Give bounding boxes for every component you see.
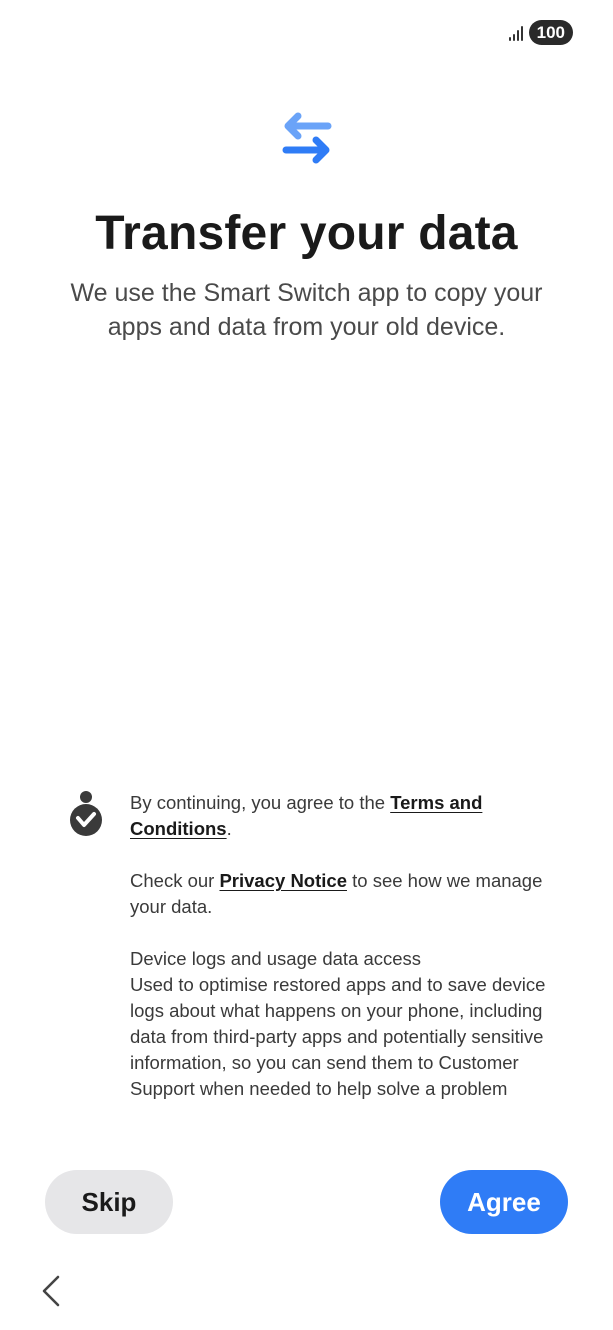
legal-text [130, 790, 570, 1128]
battery-indicator: 100 [529, 20, 573, 45]
privacy-suffix: to see how we manage your data. [130, 870, 543, 917]
logs-title: Device logs and usage data access [130, 948, 422, 969]
signal-bars-icon [509, 25, 523, 41]
agree-button[interactable]: Agree [440, 1170, 568, 1234]
logs-description: Used to optimise restored apps and to save device logs about what happens on your phone, including data from third-party apps and potentially sensitive information, so you can send them to Customer Support when needed to help solve a problem [130, 974, 546, 1099]
privacy-paragraph [130, 868, 570, 920]
logs-paragraph [130, 946, 570, 1102]
privacy-person-icon [68, 790, 104, 836]
chevron-left-icon[interactable] [38, 1274, 66, 1308]
status-bar [509, 20, 573, 45]
terms-link[interactable]: Terms and Conditions [130, 792, 483, 839]
page-subtitle: We use the Smart Switch app to copy your apps and data from your old device. [70, 279, 543, 341]
transfer-arrows-icon [280, 110, 334, 170]
terms-prefix: By continuing, you agree to the [130, 792, 391, 813]
terms-paragraph [130, 790, 570, 842]
terms-suffix: . [226, 818, 232, 839]
privacy-prefix: Check our [130, 870, 220, 891]
skip-button[interactable]: Skip [45, 1170, 173, 1234]
page-title: Transfer your data [95, 207, 518, 260]
privacy-notice-link[interactable]: Privacy Notice [219, 870, 347, 891]
